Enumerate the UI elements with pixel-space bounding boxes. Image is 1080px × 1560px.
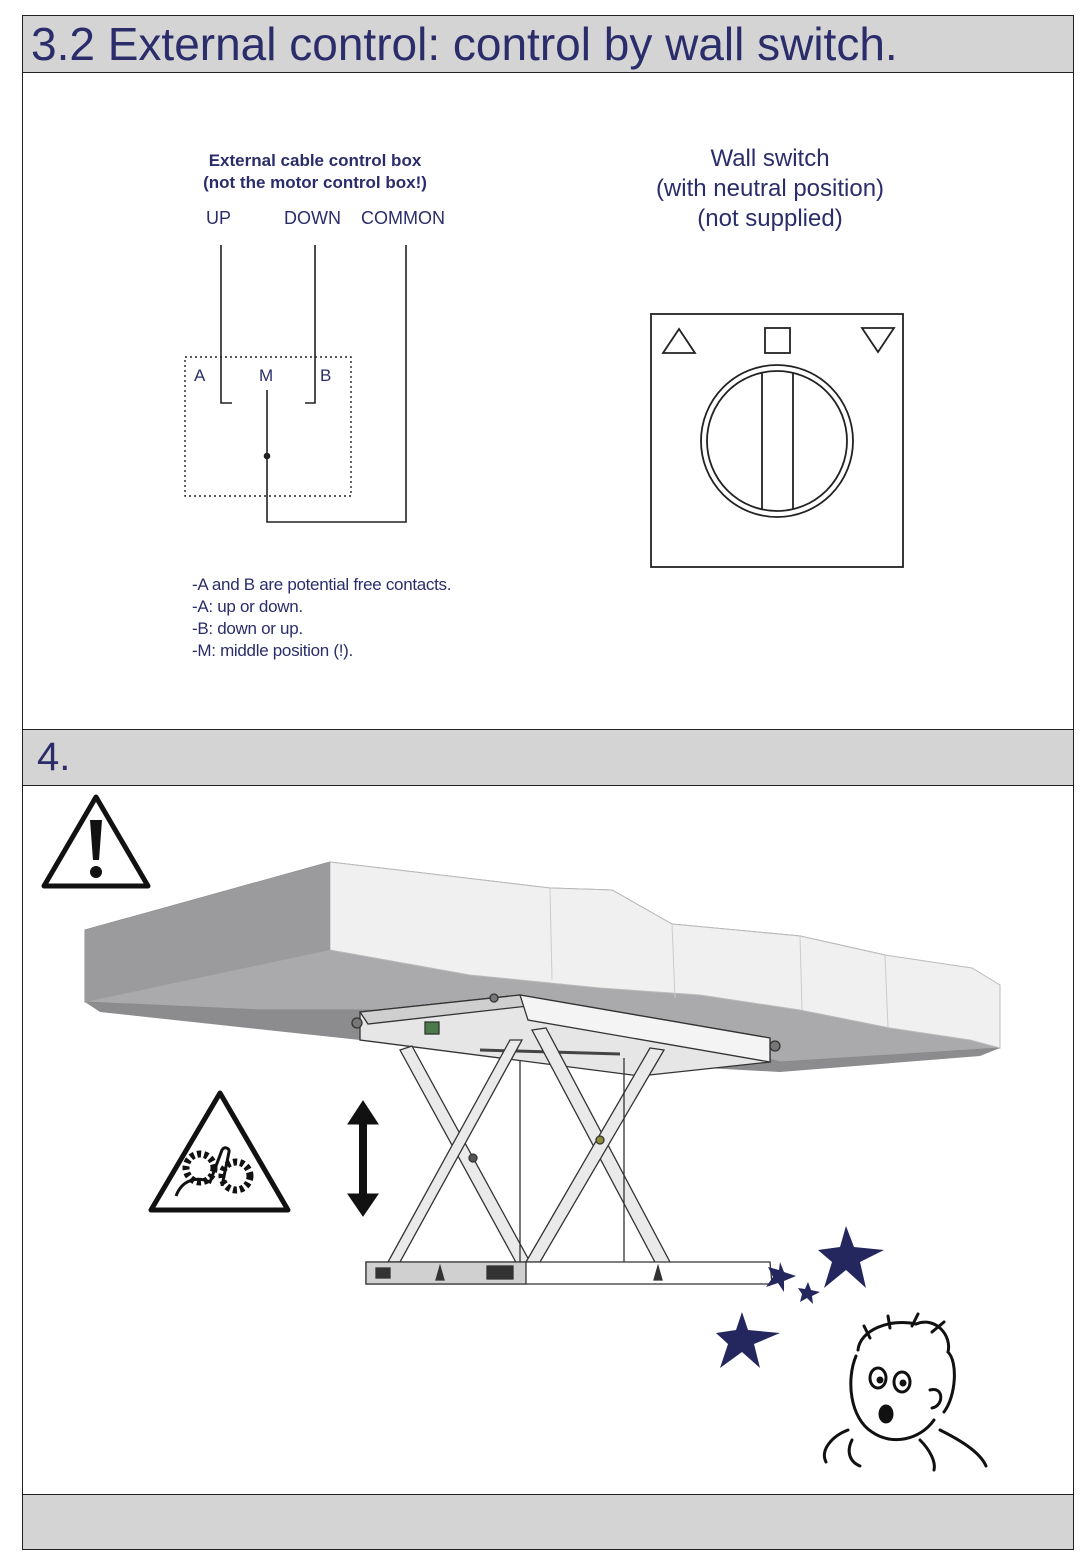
note-item: -A: up or down. bbox=[192, 597, 303, 616]
wall-switch-title-line3: (not supplied) bbox=[697, 205, 843, 232]
surprised-person-icon bbox=[824, 1314, 986, 1470]
up-triangle-icon bbox=[663, 329, 695, 353]
wire-common bbox=[267, 245, 406, 522]
contact-label-a: A bbox=[194, 366, 206, 385]
switch-knob-outer bbox=[701, 365, 853, 517]
control-box-title-line1: External cable control box bbox=[208, 151, 422, 170]
wall-switch-title-line1: Wall switch bbox=[710, 145, 830, 172]
star-icon bbox=[798, 1282, 820, 1304]
wire-label-up: UP bbox=[206, 208, 232, 228]
star-icon bbox=[716, 1312, 780, 1368]
section-title-2: 4. bbox=[37, 735, 71, 779]
note-item: -A and B are potential free contacts. bbox=[192, 575, 452, 594]
wire-up bbox=[221, 245, 232, 403]
junction-dot bbox=[265, 454, 270, 459]
warning-icon bbox=[44, 797, 148, 886]
contact-label-b: B bbox=[320, 366, 332, 385]
wire-label-down: DOWN bbox=[284, 208, 341, 228]
contact-label-m: M bbox=[259, 366, 274, 385]
wiring-diagram bbox=[185, 245, 406, 522]
crush-hazard-icon bbox=[151, 1093, 288, 1210]
wall-switch-plate bbox=[651, 314, 903, 567]
up-down-arrow-icon bbox=[348, 1101, 378, 1216]
down-triangle-icon bbox=[862, 328, 894, 352]
note-item: -B: down or up. bbox=[192, 619, 303, 638]
control-box-outline bbox=[185, 357, 351, 496]
switch-knob-inner bbox=[707, 371, 847, 511]
section-title: 3.2 External control: control by wall switch. bbox=[31, 18, 898, 70]
wire-label-common: COMMON bbox=[361, 208, 445, 228]
star-icon bbox=[818, 1226, 884, 1288]
wire-down bbox=[305, 245, 315, 403]
scissor-lift bbox=[352, 994, 780, 1284]
neutral-square-icon bbox=[765, 328, 790, 353]
note-item: -M: middle position (!). bbox=[192, 641, 353, 660]
wall-switch-drawing bbox=[651, 314, 903, 567]
wall-switch-title-line2: (with neutral position) bbox=[655, 175, 885, 202]
control-box-title-line2: (not the motor control box!) bbox=[203, 173, 427, 192]
